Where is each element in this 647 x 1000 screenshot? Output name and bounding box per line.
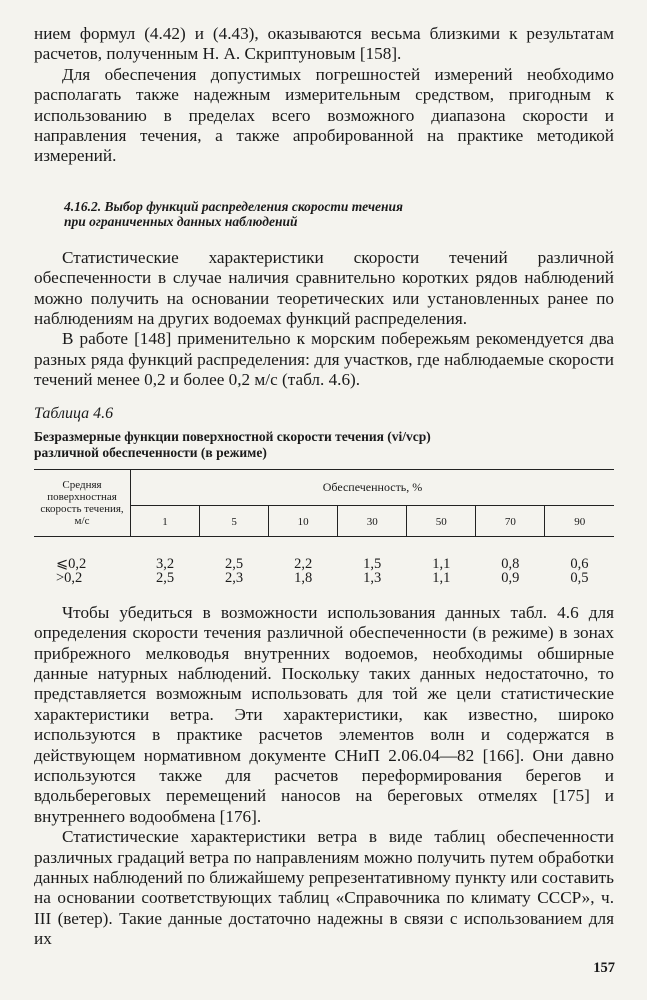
table-column-header: 5 (200, 505, 269, 536)
table-caption (34, 429, 614, 461)
section-heading-line2: при ограниченных данных наблюдений (64, 213, 298, 229)
paragraph-1: нием формул (4.42) и (4.43), оказываются весьма близкими к результатам расчетов, полученным Н. А. Скриптуновым [158]. (34, 24, 614, 64)
table-column-header: 1 (131, 505, 200, 536)
paragraph-4: В работе [148] применительно к морским побережьям рекомендуется два разных ряда функций распределения: для участков, где наблюдаемые скорости течений менее 0,2 и более 0,2 м/с (табл. 4.6). (34, 329, 614, 390)
table-row-label: ⩽0,2 (56, 555, 87, 572)
page-body (34, 24, 614, 950)
page-number: 157 (593, 960, 615, 976)
table-cell: 0,6 (570, 555, 589, 572)
table-row (34, 571, 614, 585)
table-column-header: 30 (338, 505, 407, 536)
table-column-header: 50 (407, 505, 476, 536)
table-cell: 1,5 (363, 555, 382, 572)
table-caption-line2: различной обеспеченности (в режиме) (34, 444, 267, 460)
data-table (34, 469, 614, 585)
table-cell: 1,1 (432, 569, 451, 586)
table-column-header: 10 (269, 505, 338, 536)
table-row-label: >0,2 (56, 569, 83, 586)
table-cell: 1,1 (432, 555, 451, 572)
table-cell: 2,5 (225, 555, 244, 572)
paragraph-2: Для обеспечения допустимых погрешностей измерений необходимо располагать также надежным измерительным средством, пригодным к использованию в пределах всего возможного диапазона скорости и направления течения, а также апробированной на практике методикой измерений. (34, 64, 614, 166)
table-row (34, 536, 614, 571)
paragraph-5: Чтобы убедиться в возможности использования данных табл. 4.6 для определения скорости течения различной обеспеченности (в режиме) в зонах прибрежного мелководья внутренних водоемов, необходимы обширные данные натурных наблюдений. Поскольку таких данных недостаточно, то представляется возможным использовать для той же цели статистические характеристики ветра. Эти характеристики, как известно, широко используются в практике расчетов элементов волн и содержатся в действующем нормативном документе СНиП 2.06.04—82 [166]. Они давно используются также для расчетов переформирования берегов и вдольбереговых перемещений наносов на береговых отмелях [175] и внутреннего водообмена [176]. (34, 602, 614, 826)
table-corner-header: Средняя поверхностная скорость течения, м/с (34, 469, 131, 536)
table-cell: 1,3 (363, 569, 382, 586)
table-label: Таблица 4.6 (34, 404, 114, 422)
table-cell: 2,5 (155, 569, 175, 586)
table-column-header: 70 (476, 505, 545, 536)
table-cell: 0,8 (501, 555, 520, 572)
paragraph-6: Статистические характеристики ветра в виде таблиц обеспеченности различных градаций ветра по направлениям можно получить путем обработки данных наблюдений по ближайшему репрезентативному пункту или составить на основании соответствующих таблиц «Справочника по климату СССР», ч. III (ветер). Такие данные достаточно надежны в связи с использованием для их (34, 827, 614, 949)
table-cell: 0,9 (501, 569, 520, 586)
table-cell: 0,5 (570, 569, 589, 586)
table-caption-line1: Безразмерные функции поверхностной скорости течения (vi/vср) (34, 428, 431, 444)
paragraph-3: Статистические характеристики скорости течений различной обеспеченности в случае наличия сравнительно коротких рядов наблюдений можно получить на основании теоретических или установленных ранее по наблюдениям на других водоемах функций распределения. (34, 247, 614, 329)
table-cell: 2,2 (294, 555, 313, 572)
section-heading-line1: 4.16.2. Выбор функций распределения скорости течения (64, 198, 403, 214)
table-group-header: Обеспеченность, % (131, 469, 615, 505)
section-heading (64, 199, 614, 229)
table-cell: 3,2 (155, 555, 175, 572)
table-cell: 2,3 (225, 569, 244, 586)
table-column-header: 90 (545, 505, 614, 536)
table-cell: 1,8 (294, 569, 313, 586)
